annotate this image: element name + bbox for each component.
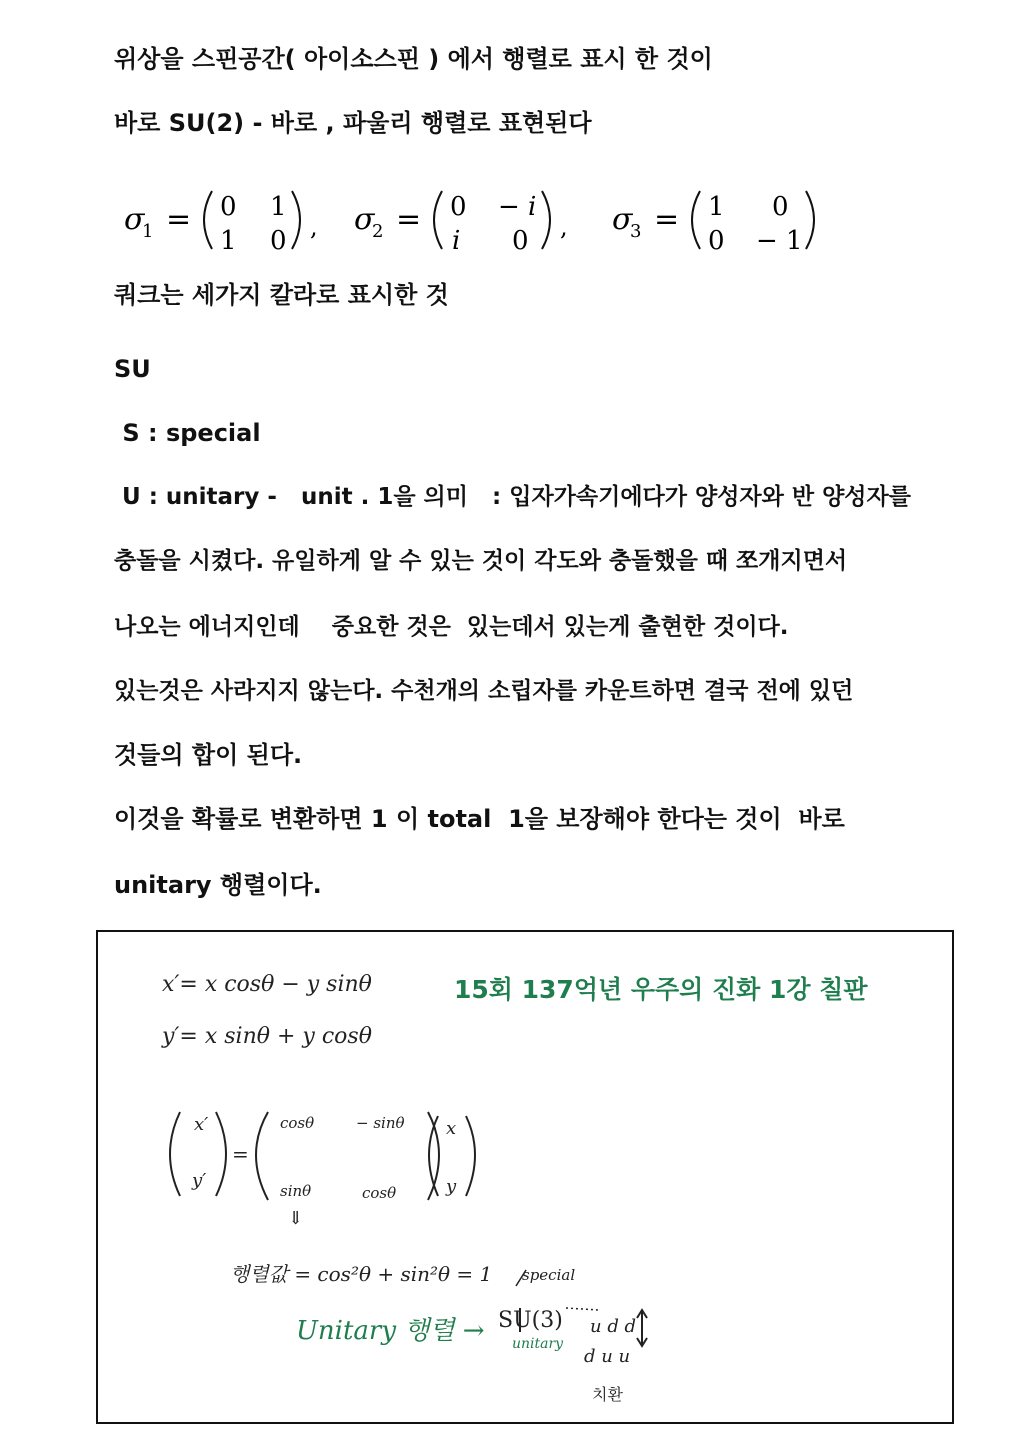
text-line-1: 위상을 스핀공간( 아이소스핀 ) 에서 행렬로 표시 한 것이 [114, 45, 713, 73]
matrix-a11: cosθ [280, 1114, 315, 1132]
sigma1-symbol: σ [124, 202, 145, 237]
text-line-11: 이것을 확률로 변환하면 1 이 total 1을 보장해야 한다는 것이 바로 [114, 805, 845, 833]
rotation-eq-x: x′= x cosθ − y sinθ [162, 972, 372, 997]
text-line-6: U : unitary - unit . 1을 의미 : 입자가속기에다가 양성자와 반 양성자를 [114, 484, 911, 510]
text-line-2: 바로 SU(2) - 바로 , 파울리 행렬로 표현된다 [114, 109, 592, 137]
su3-label: SU(3) [498, 1308, 563, 1333]
sigma1-comma: , [310, 213, 318, 241]
vec-right-lparen [429, 1116, 438, 1196]
quarks-duu: d u u [584, 1346, 631, 1367]
text-line-12: unitary 행렬이다. [114, 871, 322, 899]
sigma3-a12: 0 [772, 192, 789, 222]
sigma2-a22: 0 [512, 226, 529, 255]
unitary-matrix-label: Unitary 행렬 → [296, 1316, 485, 1346]
vec-left-bottom: y′ [192, 1170, 207, 1191]
matrix-lparen [256, 1112, 268, 1200]
sigma2-a11: 0 [450, 192, 467, 222]
matrix-equals: = [232, 1142, 249, 1166]
sigma1-equals: = [166, 202, 192, 237]
sigma1-left-paren [204, 191, 212, 249]
sigma1-a11: 0 [220, 192, 237, 222]
blackboard-image [96, 930, 954, 1424]
text-line-5: S : special [114, 419, 261, 447]
sigma1-a21: 1 [220, 226, 237, 255]
sigma3-symbol: σ [612, 202, 633, 237]
sigma1-right-paren [292, 191, 300, 249]
matrix-a12: − sinθ [356, 1114, 405, 1132]
text-line-4: SU [114, 355, 151, 383]
sigma2-subscript: 2 [372, 221, 384, 242]
sigma1-a22: 0 [270, 226, 287, 255]
text-line-8: 나오는 에너지인데 중요한 것은 있는데서 있는게 출현한 것이다. [114, 614, 789, 640]
vec-left-rparen [216, 1112, 226, 1196]
sigma2-left-paren [434, 191, 442, 249]
sigma1-subscript: 1 [142, 221, 154, 242]
sigma3-a21: 0 [708, 226, 725, 255]
sigma3-a11: 1 [708, 192, 725, 222]
vec-left-top: x′ [194, 1114, 209, 1135]
quarks-udd: u d d [590, 1316, 637, 1337]
vec-right-top: x [446, 1118, 457, 1139]
sigma2-comma: , [560, 213, 568, 241]
sigma2-symbol: σ [354, 202, 375, 237]
text-line-7: 충돌을 시켰다. 유일하게 알 수 있는 것이 각도와 충돌했을 때 쪼개지면서 [114, 548, 848, 574]
unitary-label: unitary [512, 1336, 564, 1352]
rotation-eq-y: y′= x sinθ + y cosθ [162, 1024, 372, 1049]
sigma3-left-paren [692, 191, 700, 249]
vec-right-rparen [466, 1116, 475, 1196]
text-line-3: 쿼크는 세가지 칼라로 표시한 것 [114, 281, 449, 309]
special-label: special [522, 1266, 576, 1284]
board-title: 15회 137억년 우주의 진화 1강 칠판 [454, 975, 868, 1004]
determinant-eq: 행렬값 = cos²θ + sin²θ = 1 [230, 1262, 493, 1286]
vec-right-bottom: y [446, 1176, 457, 1197]
sigma3-a22: − 1 [756, 226, 803, 255]
sigma2-a12: − i [498, 192, 537, 222]
vec-left-lparen [170, 1112, 180, 1196]
sigma3-equals: = [654, 202, 680, 237]
pauli-matrices-formula [124, 185, 844, 255]
sigma2-equals: = [396, 202, 422, 237]
text-line-10: 것들의 합이 된다. [114, 741, 303, 769]
sigma3-right-paren [806, 191, 814, 249]
sigma2-right-paren [542, 191, 550, 249]
matrix-a22: cosθ [362, 1184, 397, 1202]
text-line-9: 있는것은 사라지지 않는다. 수천개의 소립자를 카운트하면 결국 전에 있던 [114, 678, 854, 704]
swap-label: 치환 [592, 1385, 623, 1404]
sigma1-a12: 1 [270, 192, 287, 222]
down-arrow: ⇓ [288, 1208, 304, 1229]
matrix-a21: sinθ [280, 1182, 312, 1200]
dotted-connector [566, 1308, 598, 1310]
sigma3-subscript: 3 [630, 221, 642, 242]
sigma2-a21: i [452, 226, 461, 255]
